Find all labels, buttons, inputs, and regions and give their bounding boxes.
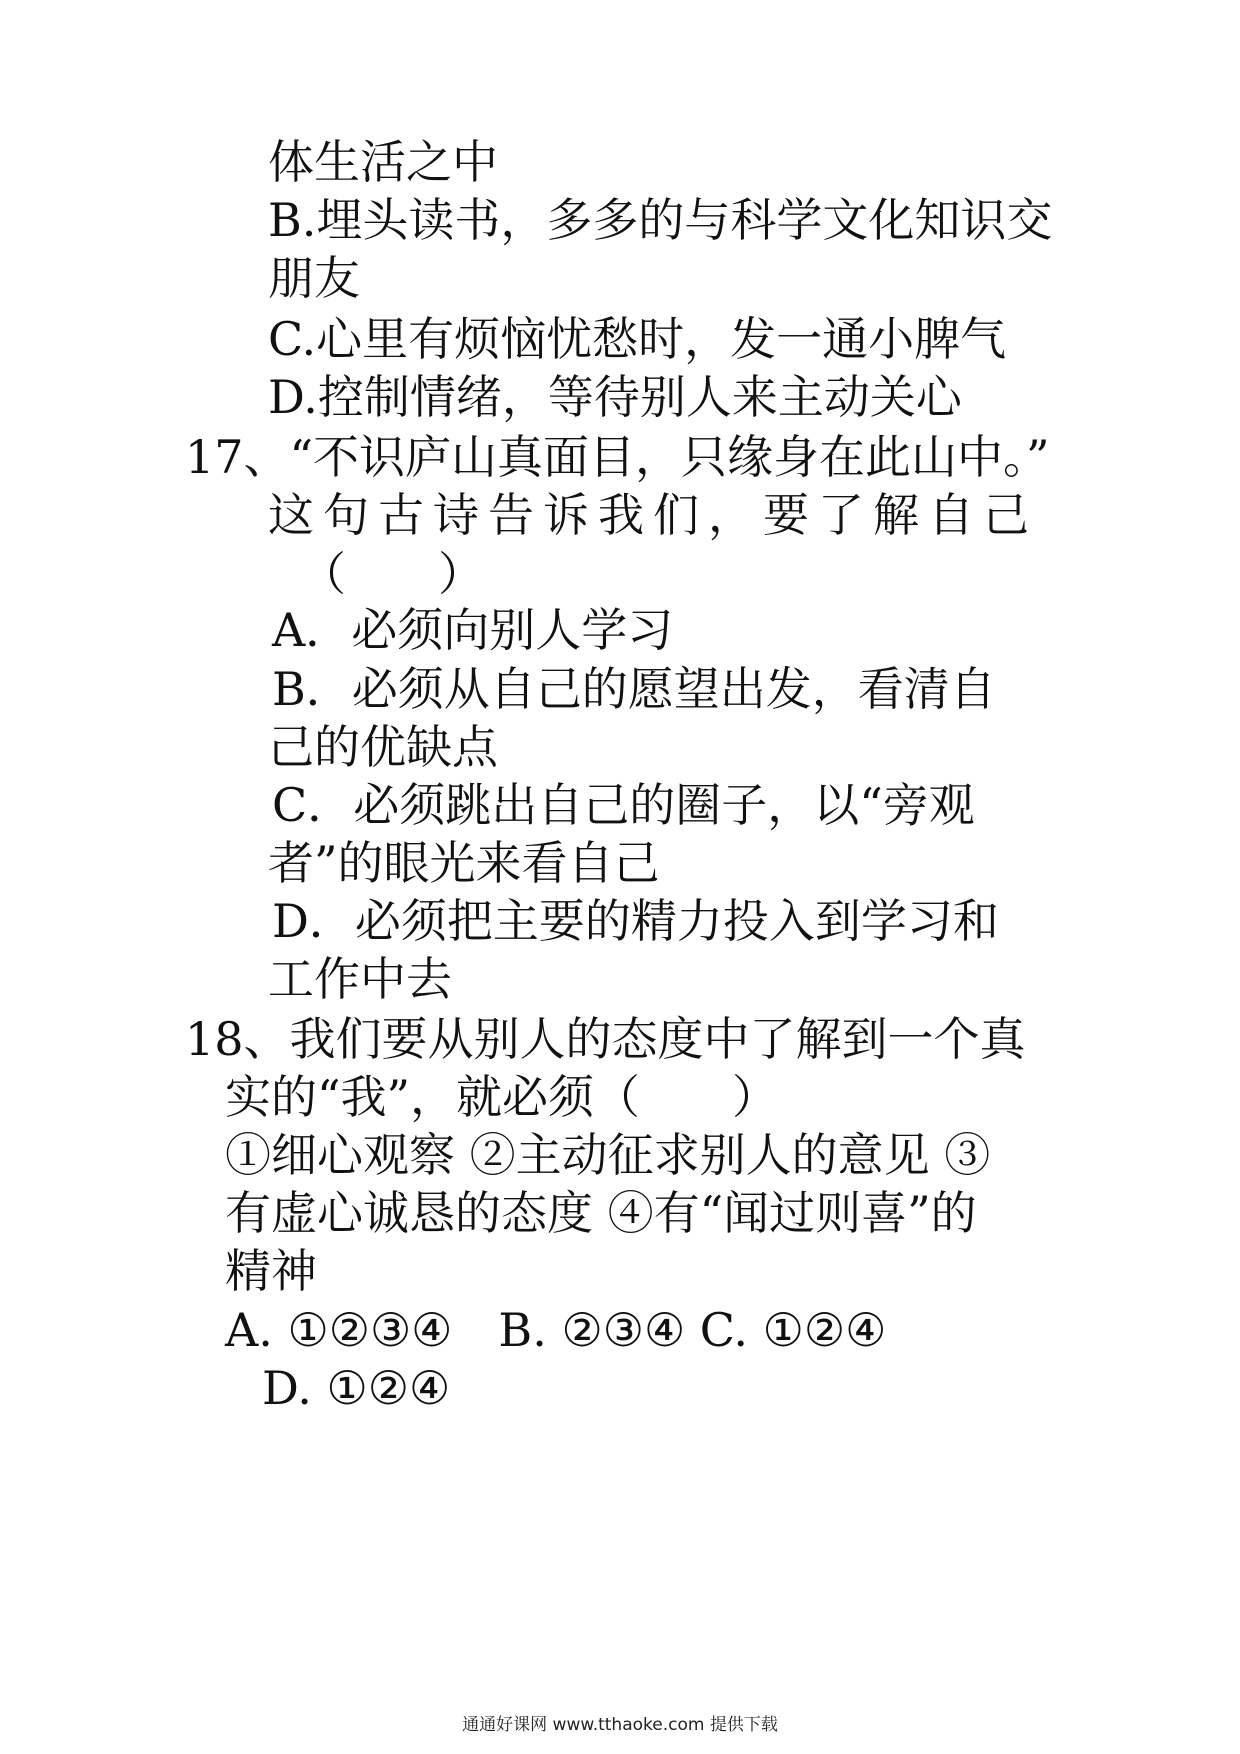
- q18-options-line1: A. ①②③④ B. ②③④ C. ①②④: [225, 1303, 887, 1357]
- q17-option-a: A．必须向别人学习: [272, 603, 674, 657]
- q17-stem-line1: 17、“不识庐山真面目，只缘身在此山中。”: [185, 430, 1050, 484]
- q17-option-c-line2: 者”的眼光来看自己: [268, 836, 660, 890]
- q18-options-line2: D. ①②④: [262, 1361, 451, 1415]
- q16-option-c: C.心里有烦恼忧愁时，发一通小脾气: [268, 312, 1007, 366]
- q16-option-b-line1: B.埋头读书，多多的与科学文化知识交: [268, 193, 1053, 247]
- q18-stem-line1: 18、我们要从别人的态度中了解到一个真: [185, 1012, 1026, 1066]
- q17-option-d-line1: D．必须把主要的精力投入到学习和: [272, 894, 999, 948]
- q16-option-b-line2: 朋友: [268, 251, 360, 305]
- q17-option-c-line1: C．必须跳出自己的圈子，以“旁观: [272, 778, 975, 832]
- q18-items-line3: 精神: [225, 1244, 317, 1298]
- page-footer: 通通好课网 www.tthaoke.com 提供下载: [462, 1715, 778, 1735]
- q17-option-b-line1: B．必须从自己的愿望出发，看清自: [272, 662, 996, 716]
- q18-items-line2: 有虚心诚恳的态度 ④有“闻过则喜”的: [225, 1186, 977, 1240]
- q16-option-d: D.控制情绪，等待别人来主动关心: [268, 370, 962, 424]
- q17-option-b-line2: 己的优缺点: [268, 720, 498, 774]
- q17-stem-line2: 这句古诗告诉我们，要了解自己: [268, 488, 1038, 542]
- q18-items-line1: ①细心观察 ②主动征求别人的意见 ③: [225, 1128, 991, 1182]
- q16-option-a-continuation: 体生活之中: [268, 135, 498, 189]
- q17-option-d-line2: 工作中去: [268, 952, 452, 1006]
- q18-stem-line2: 实的“我”，就必须（ ）: [225, 1070, 779, 1124]
- q17-answer-blank: （ ）: [300, 547, 484, 601]
